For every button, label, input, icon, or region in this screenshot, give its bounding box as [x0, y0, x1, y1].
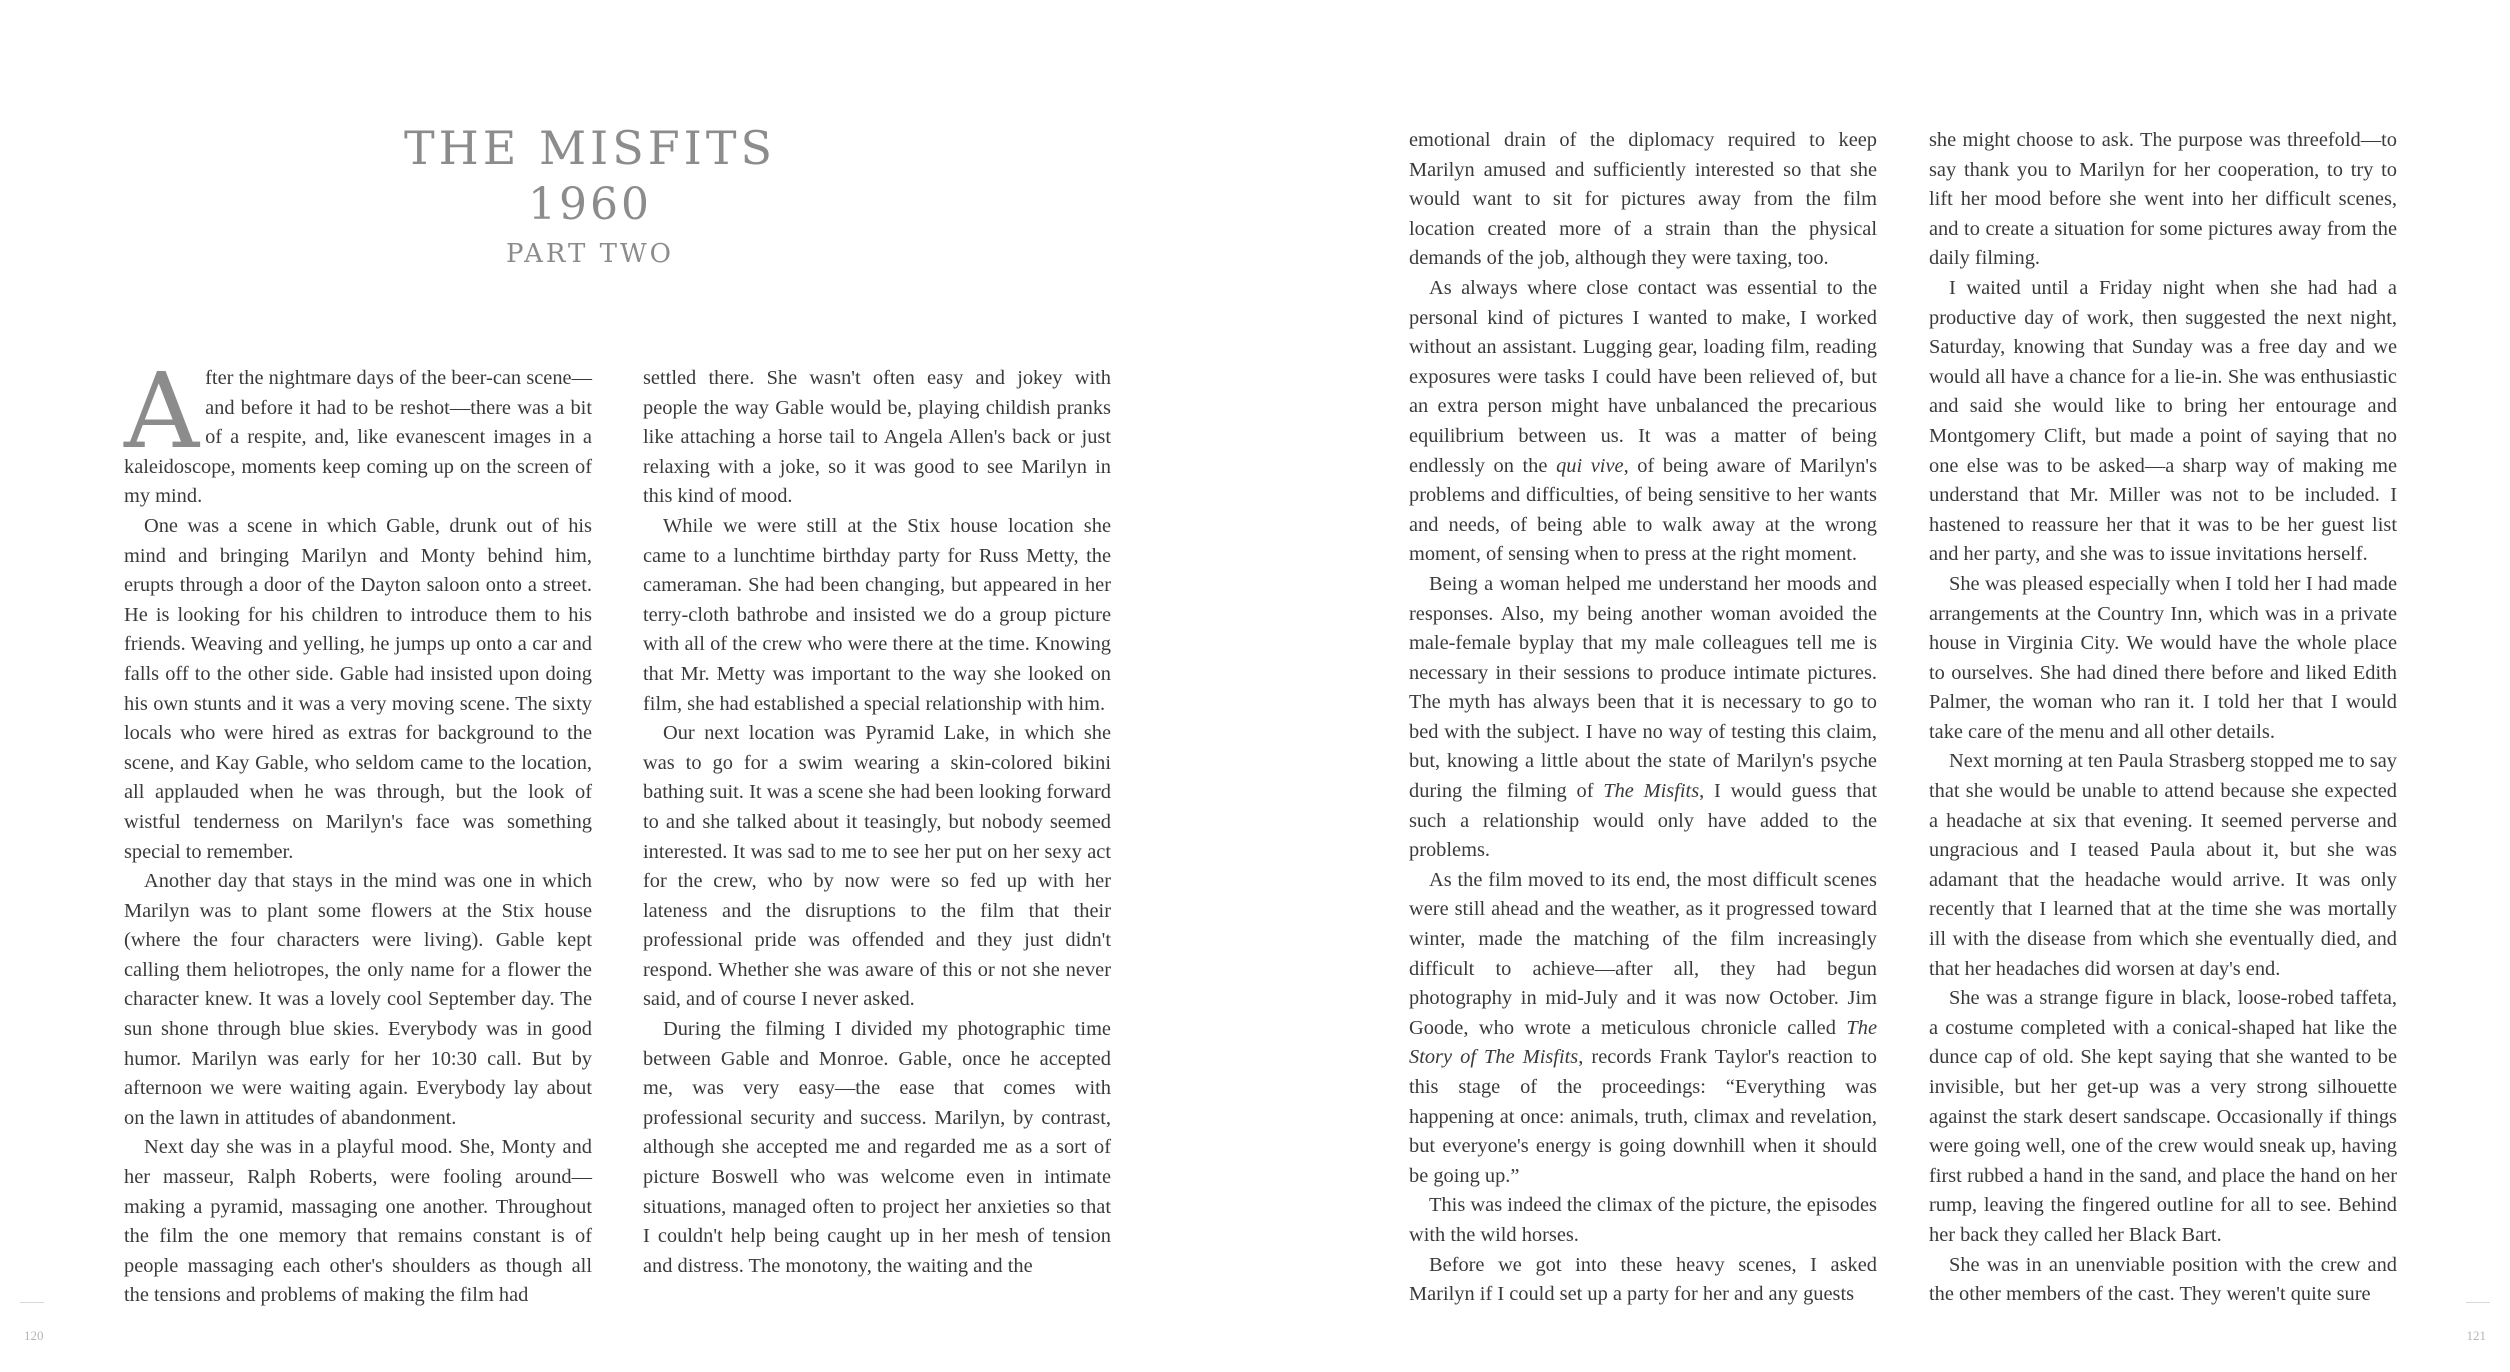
- text-column-3: [1409, 126, 1877, 1310]
- paragraph: During the filming I divided my photographic time between Gable and Monroe. Gable, once he accepted me, was very easy—the ease that comes with professional security and success. Marilyn, by contrast, although she accepted me and regarded me as a sort of picture Boswell who was welcome even in intimate situations, managed often to project her anxieties so that I couldn't help being caught up in her mesh of tension and distress. The monotony, the waiting and the: [643, 1018, 1111, 1277]
- paragraph: She was pleased especially when I told her I had made arrangements at the Country Inn, which was in a private house in Virginia City. We would have the whole place to ourselves. She had dined there before and liked Edith Palmer, the woman who ran it. I told her that I would take care of the menu and all other details.: [1929, 572, 2397, 743]
- chapter-title-block: [330, 120, 850, 274]
- italic-title: The Misfits: [1603, 780, 1700, 803]
- drop-cap: A: [124, 350, 200, 472]
- paragraph-text: , of being aware of Marilyn's problems and difficulties, of being sensitive to her wants and needs, of being able to walk away at the wrong moment, of sensing when to press at the right moment.: [1409, 454, 1878, 566]
- text-column-2: [643, 364, 1111, 1281]
- page-number-left: 120: [24, 1328, 44, 1343]
- paragraph: she might choose to ask. The purpose was threefold—to say thank you to Marilyn for her cooperation, to try to lift her mood before she went into her difficult scenes, and to create a situation for some pictures away from the daily filming.: [1929, 129, 2397, 270]
- paragraph: [1409, 866, 1877, 1192]
- page-number-right: 121: [2466, 1328, 2486, 1343]
- italic-title: The Story of The Misfits: [1409, 1016, 1877, 1069]
- paragraph: settled there. She wasn't often easy and jokey with people the way Gable would be, playing childish pranks like attaching a horse tail to Angela Allen's back or just relaxing with a joke, so it was good to see Marilyn in this kind of mood.: [643, 367, 1111, 508]
- chapter-title: THE MISFITS: [403, 121, 777, 175]
- paragraph: [124, 350, 592, 512]
- paragraph: One was a scene in which Gable, drunk out of his mind and bringing Marilyn and Monty behind him, erupts through a door of the Dayton saloon onto a street. He is looking for his children to introduce them to his friends. Weaving and yelling, he jumps up onto a car and falls off to the other side. Gable had insisted upon doing his own stunts and it was a very moving scene. The sixty locals who were hired as extras for background to the scene, and Kay Gable, who seldom came to the location, all applauded when he was through, but the look of wistful tenderness on Marilyn's face was something special to remember.: [124, 514, 592, 863]
- paragraph: She was in an unenviable position with the crew and the other members of the cast. They weren't quite sure: [1929, 1253, 2397, 1306]
- paragraph: This was indeed the climax of the picture, the episodes with the wild horses.: [1409, 1194, 1877, 1246]
- chapter-year: 1960: [528, 179, 652, 230]
- paragraph: Another day that stays in the mind was one in which Marilyn was to plant some flowers at the Stix house (where the four characters were living). Gable kept calling them heliotropes, the only name for a flower the character knew. It was a lovely cool September day. The sun shone through blue skies. Everybody was in good humor. Marilyn was early for her 10:30 call. But by afternoon we were waiting again. Everybody lay about on the lawn in attitudes of abandonment.: [124, 870, 592, 1129]
- paragraph: [1409, 570, 1877, 866]
- paragraph-text: fter the nightmare days of the beer-can scene—and before it had to be reshot—there was a bit of a respite, and, like evanescent images in a kaleidoscope, moments keep coming up on the screen of my mind.: [124, 367, 592, 508]
- paragraph: While we were still at the Stix house location she came to a lunchtime birthday party for Russ Metty, the cameraman. She had been changing, but appeared in her terry-cloth bathrobe and insisted we do a group picture with all of the crew who were there at the time. Knowing that Mr. Metty was important to the way she looked on film, she had established a special relationship with him.: [643, 514, 1111, 715]
- italic-phrase: qui vive: [1556, 454, 1624, 477]
- paragraph-text: Being a woman helped me understand her moods and responses. Also, my being another woman avoided the male-female byplay that my male colleagues tell me is necessary in their sessions to produce intimate pictures. The myth has always been that it is necessary to go to bed with the subject. I have no way of testing this claim, but, knowing a little about the state of Marilyn's psyche during the filming of: [1409, 572, 1877, 803]
- paragraph: Next morning at ten Paula Strasberg stopped me to say that she would be unable to attend because she expected a headache at six that evening. It seemed perverse and ungracious and I teased Paula about it, but she was adamant that the headache would arrive. It was only recently that I learned that at the time she was mortally ill with the disease from which she eventually died, and that her headaches did worsen at day's end.: [1929, 750, 2397, 980]
- text-column-4: [1929, 126, 2397, 1310]
- paragraph: Next day she was in a playful mood. She, Monty and her masseur, Ralph Roberts, were fooling around—making a pyramid, massaging one another. Throughout the film the one memory that remains constant is of people massaging each other's shoulders as though all the tensions and problems of making the film had: [124, 1136, 592, 1307]
- paragraph-text: , records Frank Taylor's reaction to this stage of the proceedings: “Everything was happening at once: animals, truth, climax and revelation, but everyone's energy is going downhill when it should be going up.”: [1409, 1046, 1877, 1187]
- paragraph: I waited until a Friday night when she had had a productive day of work, then suggested the next night, Saturday, knowing that Sunday was a free day and we would all have a chance for a lie-in. She was enthusiastic and said she would like to bring her entourage and Montgomery Clift, but made a point of saying that no one else was to be asked—a sharp way of making me understand that Mr. Miller was not to be included. I hastened to reassure her that it was to be her guest list and her party, and she was to issue invitations herself.: [1929, 276, 2397, 566]
- paragraph: Before we got into these heavy scenes, I asked Marilyn if I could set up a party for her and any guests: [1409, 1253, 1877, 1306]
- paragraph-text: As always where close contact was essential to the personal kind of pictures I wanted to make, I worked without an assistant. Lugging gear, loading film, reading exposures were tasks I could have been relieved of, but an extra person might have unbalanced the precarious equilibrium between us. It was a matter of being endlessly on the: [1409, 276, 1877, 477]
- paragraph: She was a strange figure in black, loose-robed taffeta, a costume completed with a conical-shaped hat like the dunce cap of old. She kept saying that she wanted to be invisible, but her get-up was a very strong silhouette against the stark desert sandscape. Occasionally if things were going well, one of the crew would sneak up, having first rubbed a hand in the sand, and place the hand on her rump, leaving the fingered outline for all to see. Behind her back they called her Black Bart.: [1929, 987, 2397, 1246]
- chapter-part: PART TWO: [506, 239, 674, 269]
- footer-rule-right: [2466, 1302, 2490, 1303]
- footer-rule-left: [20, 1302, 44, 1303]
- paragraph: emotional drain of the diplomacy required to keep Marilyn amused and sufficiently interested so that she would want to sit for pictures away from the film location created more of a strain than the physical demands of the job, although they were taxing, too.: [1409, 129, 1877, 270]
- text-column-1: [124, 350, 592, 1311]
- paragraph-text: , I would guess that such a relationship would only have added to the problems.: [1409, 780, 1878, 862]
- paragraph-text: As the film moved to its end, the most difficult scenes were still ahead and the weather, as it progressed toward winter, made the matching of the film increasingly difficult to achieve—after all, they had begun photography in mid-July and it was now October. Jim Goode, who wrote a meticulous chronicle called: [1409, 868, 1877, 1039]
- paragraph: Our next location was Pyramid Lake, in which she was to go for a swim wearing a skin-colored bikini bathing suit. It was a scene she had been looking forward to and she talked about it teasingly, but nobody seemed interested. It was sad to me to see her put on her sexy act for the crew, who by now were so fed up with her lateness and the disruptions to the film that their professional pride was offended and they just didn't respond. Whether she was aware of this or not she never said, and of course I never asked.: [643, 722, 1111, 1011]
- paragraph: [1409, 274, 1877, 570]
